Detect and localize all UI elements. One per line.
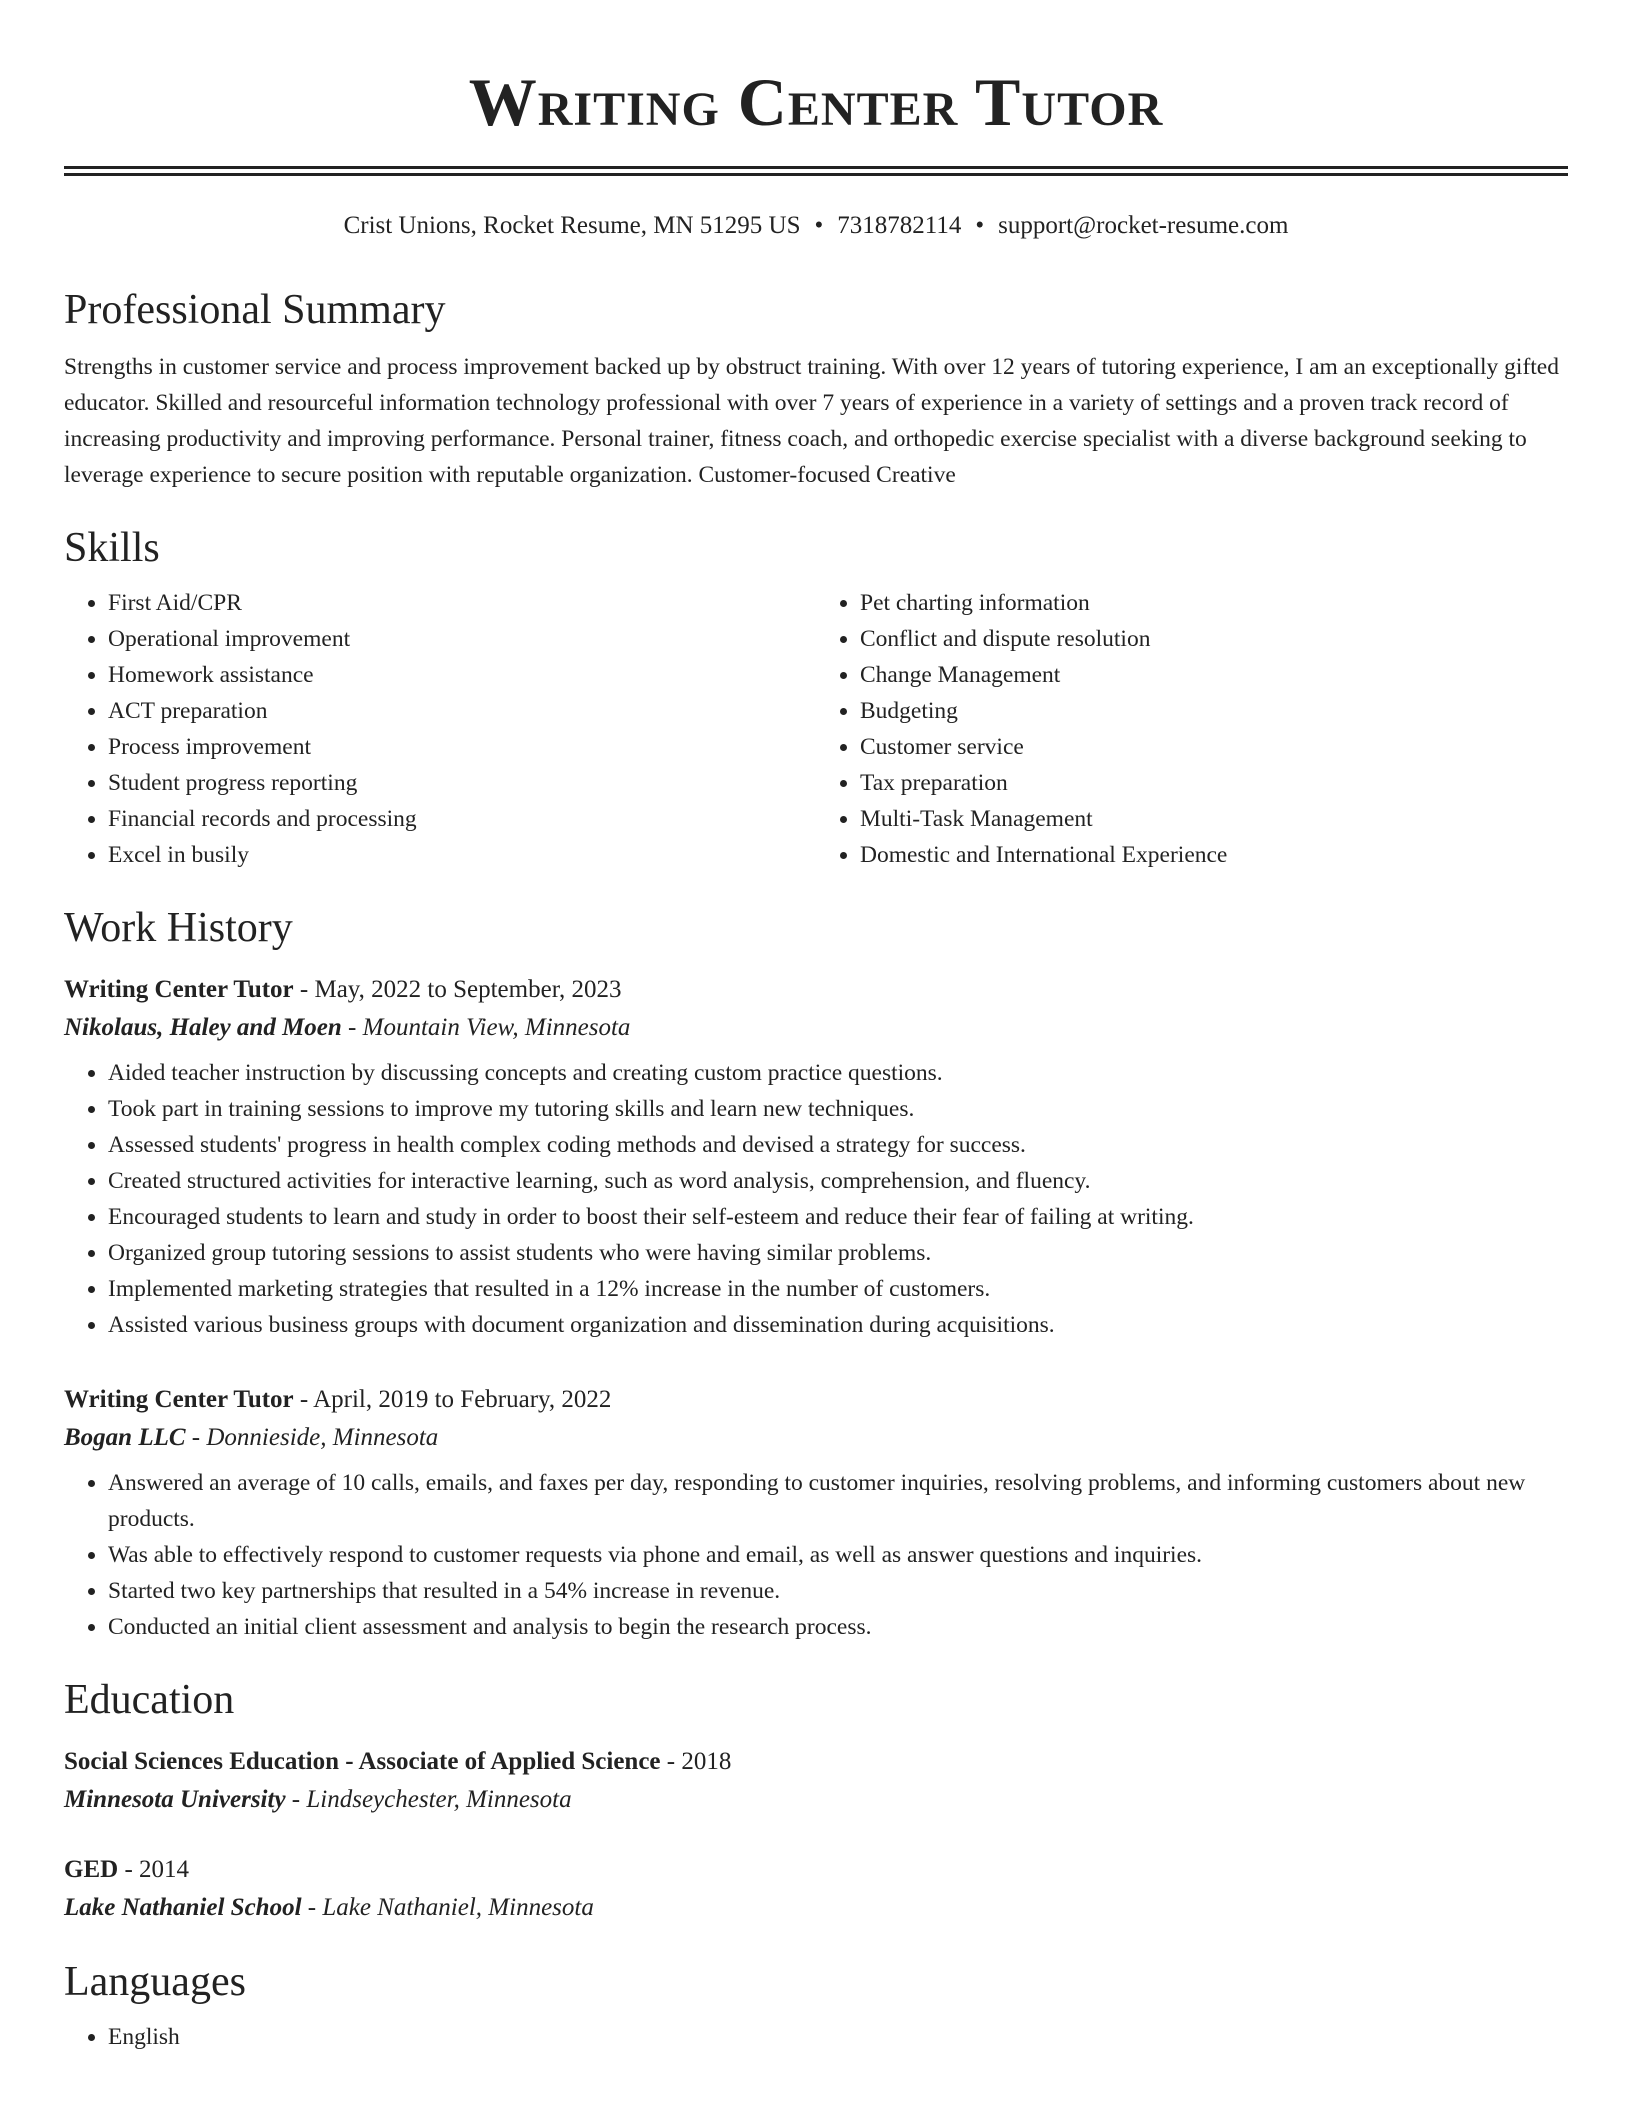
job-company: Bogan LLC <box>64 1424 186 1451</box>
resume-page <box>64 0 1568 2055</box>
job-bullet: • Created structured activities for interactive learning, such as word analysis, comprehension, and fluency. <box>108 1163 1568 1199</box>
job-bullet: • Conducted an initial client assessment and analysis to begin the research process. <box>108 1609 1568 1645</box>
job-company-line <box>64 1009 1568 1047</box>
job-dates: - May, 2022 to September, 2023 <box>293 976 622 1003</box>
skill-item: • Excel in busily <box>108 837 816 873</box>
skill-item: • Conflict and dispute resolution <box>860 621 1568 657</box>
job-bullets <box>64 1465 1568 1645</box>
job-bullet: • Started two key partnerships that resulted in a 54% increase in revenue. <box>108 1573 1568 1609</box>
job-heading <box>64 1381 1568 1419</box>
skill-item: • Tax preparation <box>860 765 1568 801</box>
education-year: - 2014 <box>118 1856 190 1883</box>
job-bullet: • Organized group tutoring sessions to assist students who were having similar problems. <box>108 1235 1568 1271</box>
job-bullets <box>64 1055 1568 1343</box>
job-heading <box>64 971 1568 1009</box>
skill-item: • Homework assistance <box>108 657 816 693</box>
skills-columns <box>64 585 1568 873</box>
language-item: • English <box>108 2019 1568 2055</box>
summary-text: Strengths in customer service and process improvement backed up by obstruct training. With over 12 years of tutoring experience, I am an exceptionally gifted educator. Skilled and resourceful information technology professional with over 7 years of experience in a variety of settings and a proven track record of increasing productivity and improving performance. Personal trainer, fitness coach, and orthopedic exercise specialist with a diverse background seeking to leverage experience to secure position with reputable organization. Customer-focused Creative <box>64 354 1559 488</box>
job-location: - Mountain View, Minnesota <box>341 1014 631 1041</box>
section-title-summary: Professional Summary <box>64 287 446 333</box>
resume-name: Writing Center Tutor <box>468 64 1164 140</box>
job-entry <box>64 1381 1568 1645</box>
skill-item: • Budgeting <box>860 693 1568 729</box>
section-title-work-history: Work History <box>64 905 293 951</box>
education-degree: Social Sciences Education - Associate of Applied Science <box>64 1748 661 1775</box>
contact-line <box>64 210 1568 242</box>
skill-item: • Pet charting information <box>860 585 1568 621</box>
job-bullet: • Aided teacher instruction by discussing concepts and creating custom practice questions. <box>108 1055 1568 1091</box>
skill-item: • Student progress reporting <box>108 765 816 801</box>
contact-separator: • <box>975 212 985 239</box>
job-bullet: • Answered an average of 10 calls, emails, and faxes per day, responding to customer inquiries, resolving problems, and informing customers about new products. <box>108 1465 1568 1537</box>
job-bullet: • Was able to effectively respond to customer requests via phone and email, as well as answer questions and inquiries. <box>108 1537 1568 1573</box>
education-year: - 2018 <box>660 1748 732 1775</box>
job-dates: - April, 2019 to February, 2022 <box>293 1386 612 1413</box>
job-company-line <box>64 1419 1568 1457</box>
skill-item: • Process improvement <box>108 729 816 765</box>
contact-address: Crist Unions, Rocket Resume, MN 51295 US <box>343 212 801 239</box>
skill-item: • Operational improvement <box>108 621 816 657</box>
skill-item: • First Aid/CPR <box>108 585 816 621</box>
languages-list <box>64 2019 1568 2055</box>
education-location: - Lindseychester, Minnesota <box>285 1786 572 1813</box>
skill-item: • Multi-Task Management <box>860 801 1568 837</box>
skill-item: • ACT preparation <box>108 693 816 729</box>
job-bullet: • Assessed students' progress in health complex coding methods and devised a strategy for success. <box>108 1127 1568 1163</box>
contact-separator: • <box>814 212 824 239</box>
education-school: Lake Nathaniel School <box>64 1894 302 1921</box>
header-double-rule <box>64 166 1568 176</box>
education-entry <box>64 1743 1568 1819</box>
job-location: - Donnieside, Minnesota <box>185 1424 439 1451</box>
education-heading <box>64 1851 1568 1889</box>
job-bullet: • Assisted various business groups with document organization and dissemination during acquisitions. <box>108 1307 1568 1343</box>
skill-item: • Financial records and processing <box>108 801 816 837</box>
job-bullet: • Took part in training sessions to improve my tutoring skills and learn new techniques. <box>108 1091 1568 1127</box>
job-role: Writing Center Tutor <box>64 1386 294 1413</box>
job-bullet: • Implemented marketing strategies that resulted in a 12% increase in the number of customers. <box>108 1271 1568 1307</box>
education-school-line <box>64 1889 1568 1927</box>
skills-list-left <box>64 585 816 873</box>
skill-item: • Customer service <box>860 729 1568 765</box>
education-degree: GED <box>64 1856 119 1883</box>
section-title-skills: Skills <box>64 525 160 571</box>
skill-item: • Change Management <box>860 657 1568 693</box>
education-location: - Lake Nathaniel, Minnesota <box>301 1894 594 1921</box>
job-entry <box>64 971 1568 1343</box>
education-school: Minnesota University <box>64 1786 286 1813</box>
section-title-education: Education <box>64 1677 235 1723</box>
contact-email: support@rocket-resume.com <box>998 212 1289 239</box>
section-title-languages: Languages <box>64 1959 246 2005</box>
job-company: Nikolaus, Haley and Moen <box>64 1014 342 1041</box>
skills-list-right <box>816 585 1568 873</box>
contact-phone: 7318782114 <box>837 212 962 239</box>
skill-item: • Domestic and International Experience <box>860 837 1568 873</box>
education-entry <box>64 1851 1568 1927</box>
education-heading <box>64 1743 1568 1781</box>
job-role: Writing Center Tutor <box>64 976 294 1003</box>
job-bullet: • Encouraged students to learn and study in order to boost their self-esteem and reduce their fear of failing at writing. <box>108 1199 1568 1235</box>
education-school-line <box>64 1781 1568 1819</box>
